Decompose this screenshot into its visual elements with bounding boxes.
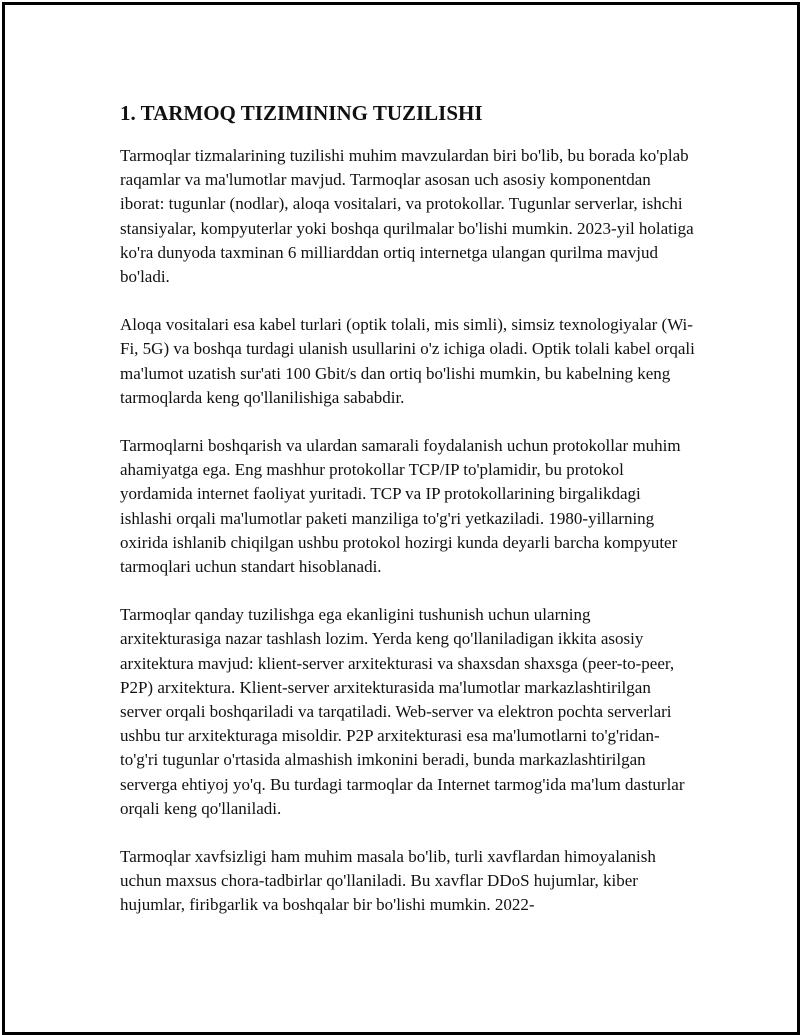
paragraph-5: Tarmoqlar xavfsizligi ham muhim masala bo'lib, turli xavflardan himoyalanish uchun maxsus chora-tadbirlar qo'llaniladi. Bu xavflar DDoS hujumlar, kiber hujumlar, firibgarlik va boshqalar bir bo'lishi mumkin. 2022- <box>120 847 656 915</box>
paragraph-1: Tarmoqlar tizmalarining tuzilishi muhim mavzulardan biri bo'lib, bu borada ko'plab raqamlar va ma'lumotlar mavjud. Tarmoqlar asosan uch asosiy komponentdan iborat: tugunlar (nodlar), aloqa vositalari, va protokollar. Tugunlar serverlar, ishchi stansiyalar, kompyuterlar yoki boshqa qurilmalar bo'lishi mumkin. 2023-yil holatiga ko'ra dunyoda taxminan 6 milliarddan ortiq internetga ulangan qurilma mavjud bo'ladi. <box>120 146 694 287</box>
paragraph-4: Tarmoqlar qanday tuzilishga ega ekanligini tushunish uchun ularning arxitekturasiga nazar tashlash lozim. Yerda keng qo'llaniladigan ikkita asosiy arxitektura mavjud: klient-server arxitekturasi va shaxsdan shaxsga (peer-to-peer, P2P) arxitektura. Klient-server arxitekturasida ma'lumotlar markazlashtirilgan server orqali boshqariladi va tarqatiladi. Web-server va elektron pochta serverlari ushbu tur arxitekturaga misoldir. P2P arxitekturasi esa ma'lumotlarni to'g'ridan-to'g'ri tugunlar o'rtasida almashish imkonini beradi, bunda markazlashtirilgan serverga ehtiyoj yo'q. Bu turdagi tarmoqlar da Internet tarmog'ida ma'lum dasturlar orqali keng qo'llaniladi. <box>120 605 685 818</box>
paragraph-2: Aloqa vositalari esa kabel turlari (optik tolali, mis simli), simsiz texnologiyalar (Wi-Fi, 5G) va boshqa turdagi ulanish usullarini o'z ichiga oladi. Optik tolali kabel orqali ma'lumot uzatish sur'ati 100 Gbit/s dan ortiq bo'lishi mumkin, bu kabelning keng tarmoqlarda keng qo'llanilishiga sababdir. <box>120 315 695 407</box>
page-frame <box>2 2 800 1035</box>
document-body <box>120 100 695 942</box>
paragraph-3: Tarmoqlarni boshqarish va ulardan samarali foydalanish uchun protokollar muhim ahamiyatga ega. Eng mashhur protokollar TCP/IP to'plamidir, bu protokol yordamida internet faoliyat yuritadi. TCP va IP protokollarining birgalikdagi ishlashi orqali ma'lumotlar paketi manziliga to'g'ri yetkaziladi. 1980-yillarning oxirida ishlanib chiqilgan ushbu protokol hozirgi kunda deyarli barcha kompyuter tarmoqlari uchun standart hisoblanadi. <box>120 436 681 577</box>
section-title: 1. TARMOQ TIZIMINING TUZILISHI <box>120 101 483 125</box>
